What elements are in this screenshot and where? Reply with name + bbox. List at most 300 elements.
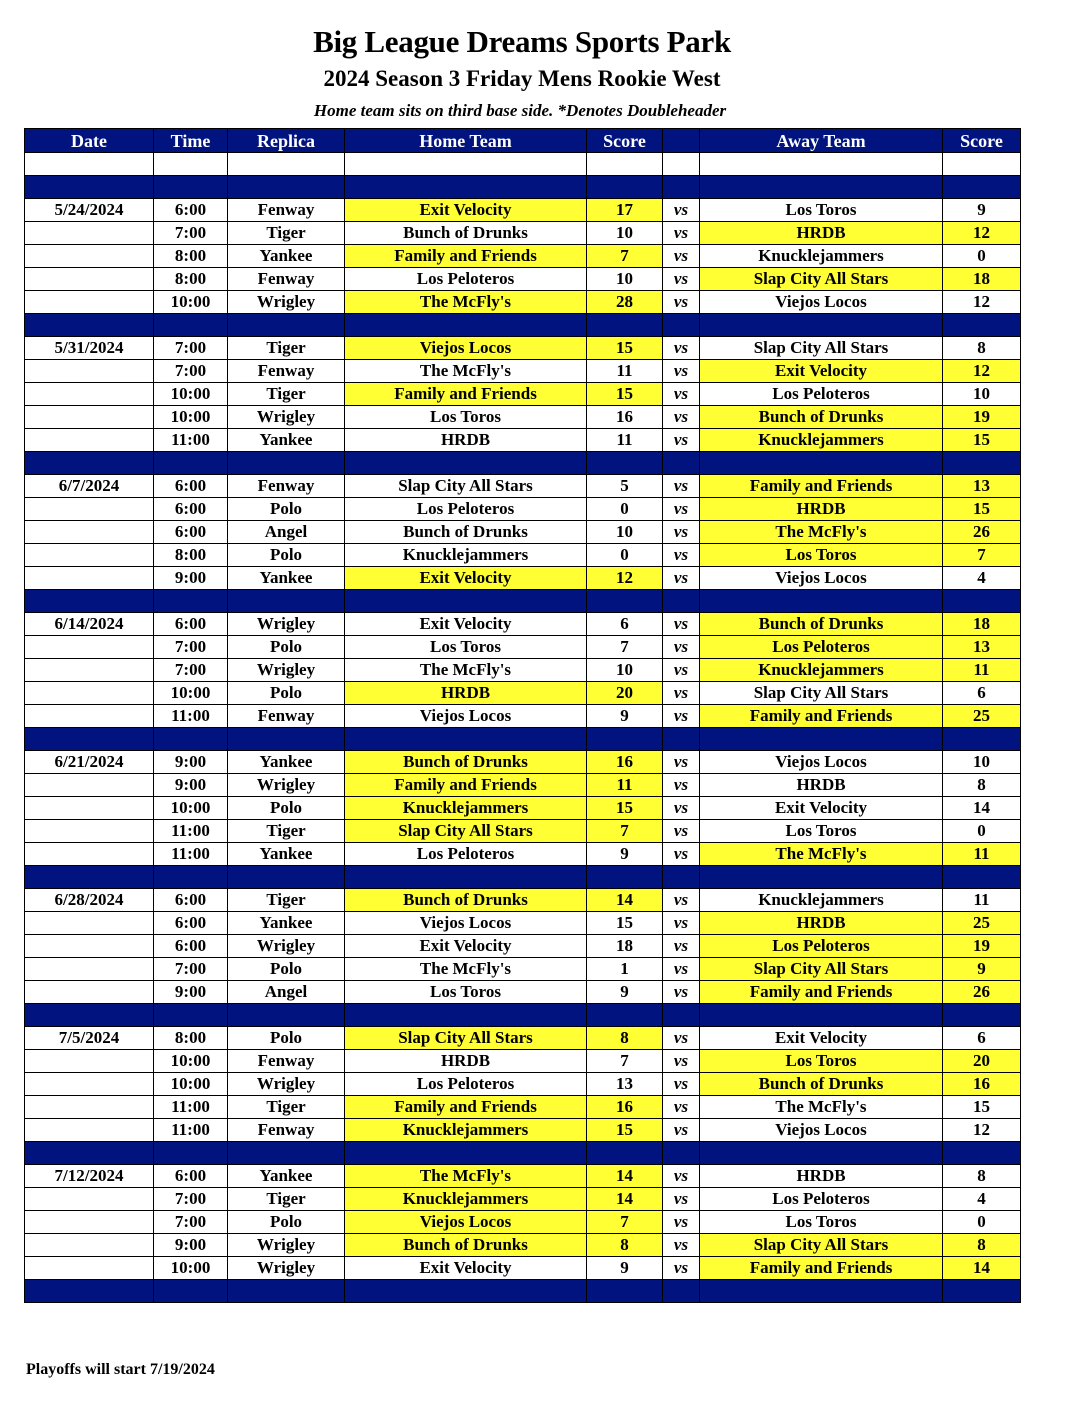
vs-cell: vs: [663, 567, 700, 590]
home-score-cell: 9: [587, 1257, 663, 1280]
time-cell: 8:00: [154, 1027, 228, 1050]
home-team-cell: Knucklejammers: [345, 544, 587, 567]
replica-field-cell: Fenway: [228, 1119, 345, 1142]
replica-field-cell: Yankee: [228, 245, 345, 268]
away-team-cell: Los Peloteros: [700, 636, 943, 659]
week-separator-row: [25, 866, 1021, 889]
vs-cell: vs: [663, 659, 700, 682]
replica-field-cell: Tiger: [228, 889, 345, 912]
separator-cell: [587, 1280, 663, 1303]
home-team-cell: Viejos Locos: [345, 705, 587, 728]
away-team-cell: Exit Velocity: [700, 797, 943, 820]
table-row: [25, 613, 1021, 636]
home-team-cell: Exit Velocity: [345, 199, 587, 222]
week-separator-row: [25, 176, 1021, 199]
separator-cell: [228, 1004, 345, 1027]
vs-cell: vs: [663, 958, 700, 981]
home-team-cell: Knucklejammers: [345, 1188, 587, 1211]
home-team-cell: Family and Friends: [345, 383, 587, 406]
away-team-cell: Family and Friends: [700, 475, 943, 498]
replica-field-cell: Fenway: [228, 705, 345, 728]
separator-cell: [700, 1142, 943, 1165]
time-cell: 10:00: [154, 1050, 228, 1073]
replica-field-cell: Polo: [228, 797, 345, 820]
replica-field-cell: Yankee: [228, 429, 345, 452]
separator-cell: [943, 452, 1021, 475]
replica-field-cell: Polo: [228, 682, 345, 705]
separator-cell: [345, 452, 587, 475]
date-cell: [25, 981, 154, 1004]
separator-cell: [25, 452, 154, 475]
separator-cell: [345, 866, 587, 889]
time-cell: 8:00: [154, 544, 228, 567]
replica-field-cell: Wrigley: [228, 1234, 345, 1257]
away-score-cell: 4: [943, 1188, 1021, 1211]
separator-cell: [663, 1004, 700, 1027]
table-row: [25, 1119, 1021, 1142]
date-cell: [25, 268, 154, 291]
separator-cell: [700, 590, 943, 613]
separator-cell: [154, 1280, 228, 1303]
date-cell: [25, 1050, 154, 1073]
home-score-cell: 28: [587, 291, 663, 314]
away-score-cell: 4: [943, 567, 1021, 590]
separator-cell: [154, 314, 228, 337]
table-row: [25, 843, 1021, 866]
header-replica: Replica: [228, 129, 345, 153]
date-cell: [25, 774, 154, 797]
vs-cell: vs: [663, 291, 700, 314]
home-score-cell: 11: [587, 774, 663, 797]
vs-cell: vs: [663, 1096, 700, 1119]
home-team-cell: Slap City All Stars: [345, 820, 587, 843]
page-title: Big League Dreams Sports Park: [313, 24, 731, 59]
vs-cell: vs: [663, 199, 700, 222]
date-cell: 5/24/2024: [25, 199, 154, 222]
vs-cell: vs: [663, 751, 700, 774]
time-cell: 7:00: [154, 1211, 228, 1234]
away-score-cell: 9: [943, 199, 1021, 222]
separator-cell: [228, 1142, 345, 1165]
home-team-cell: Bunch of Drunks: [345, 521, 587, 544]
replica-field-cell: Yankee: [228, 567, 345, 590]
separator-cell: [25, 866, 154, 889]
separator-cell: [154, 1142, 228, 1165]
date-cell: [25, 843, 154, 866]
time-cell: 6:00: [154, 912, 228, 935]
vs-cell: vs: [663, 521, 700, 544]
away-team-cell: Slap City All Stars: [700, 1234, 943, 1257]
home-score-cell: 7: [587, 636, 663, 659]
replica-field-cell: Fenway: [228, 199, 345, 222]
separator-cell: [25, 728, 154, 751]
home-score-cell: 10: [587, 268, 663, 291]
home-score-cell: 7: [587, 1050, 663, 1073]
away-score-cell: 10: [943, 383, 1021, 406]
time-cell: 7:00: [154, 636, 228, 659]
separator-cell: [943, 590, 1021, 613]
time-cell: 6:00: [154, 475, 228, 498]
time-cell: 11:00: [154, 429, 228, 452]
away-score-cell: 11: [943, 889, 1021, 912]
replica-field-cell: Wrigley: [228, 406, 345, 429]
away-score-cell: 14: [943, 1257, 1021, 1280]
home-team-cell: Los Toros: [345, 636, 587, 659]
away-team-cell: Knucklejammers: [700, 245, 943, 268]
replica-field-cell: Fenway: [228, 360, 345, 383]
time-cell: 6:00: [154, 521, 228, 544]
replica-field-cell: Tiger: [228, 222, 345, 245]
separator-cell: [25, 314, 154, 337]
vs-cell: vs: [663, 1119, 700, 1142]
separator-cell: [943, 866, 1021, 889]
home-team-cell: Knucklejammers: [345, 1119, 587, 1142]
replica-field-cell: Polo: [228, 636, 345, 659]
separator-cell: [228, 866, 345, 889]
home-score-cell: 6: [587, 613, 663, 636]
separator-cell: [663, 314, 700, 337]
time-cell: 6:00: [154, 889, 228, 912]
date-cell: [25, 1257, 154, 1280]
away-team-cell: Los Toros: [700, 820, 943, 843]
header-vs: [663, 129, 700, 153]
vs-cell: vs: [663, 337, 700, 360]
time-cell: 10:00: [154, 682, 228, 705]
separator-cell: [943, 314, 1021, 337]
vs-cell: vs: [663, 1257, 700, 1280]
table-row: [25, 659, 1021, 682]
separator-cell: [587, 314, 663, 337]
blank-cell: [228, 153, 345, 176]
separator-cell: [587, 176, 663, 199]
separator-cell: [700, 866, 943, 889]
time-cell: 7:00: [154, 1188, 228, 1211]
home-team-cell: Los Peloteros: [345, 1073, 587, 1096]
separator-cell: [228, 452, 345, 475]
away-team-cell: Family and Friends: [700, 705, 943, 728]
away-score-cell: 19: [943, 406, 1021, 429]
home-team-cell: Family and Friends: [345, 774, 587, 797]
home-team-cell: Slap City All Stars: [345, 475, 587, 498]
home-score-cell: 9: [587, 705, 663, 728]
away-score-cell: 11: [943, 843, 1021, 866]
away-team-cell: The McFly's: [700, 843, 943, 866]
blank-cell: [587, 153, 663, 176]
time-cell: 7:00: [154, 360, 228, 383]
date-cell: 6/14/2024: [25, 613, 154, 636]
home-score-cell: 14: [587, 1188, 663, 1211]
table-row: [25, 1050, 1021, 1073]
table-row: [25, 245, 1021, 268]
table-row: [25, 981, 1021, 1004]
vs-cell: vs: [663, 383, 700, 406]
table-row: [25, 1165, 1021, 1188]
date-cell: [25, 1119, 154, 1142]
time-cell: 9:00: [154, 774, 228, 797]
away-score-cell: 12: [943, 1119, 1021, 1142]
separator-cell: [663, 452, 700, 475]
away-score-cell: 8: [943, 774, 1021, 797]
vs-cell: vs: [663, 797, 700, 820]
date-cell: [25, 222, 154, 245]
week-separator-row: [25, 590, 1021, 613]
away-team-cell: Slap City All Stars: [700, 682, 943, 705]
away-score-cell: 14: [943, 797, 1021, 820]
table-row: [25, 1188, 1021, 1211]
home-score-cell: 10: [587, 222, 663, 245]
separator-cell: [25, 590, 154, 613]
replica-field-cell: Tiger: [228, 820, 345, 843]
replica-field-cell: Angel: [228, 981, 345, 1004]
separator-cell: [943, 176, 1021, 199]
home-team-cell: The McFly's: [345, 360, 587, 383]
away-team-cell: Viejos Locos: [700, 1119, 943, 1142]
time-cell: 6:00: [154, 935, 228, 958]
time-cell: 10:00: [154, 797, 228, 820]
away-team-cell: Family and Friends: [700, 1257, 943, 1280]
separator-cell: [663, 728, 700, 751]
table-row: [25, 889, 1021, 912]
separator-cell: [154, 176, 228, 199]
vs-cell: vs: [663, 1234, 700, 1257]
home-team-cell: Bunch of Drunks: [345, 889, 587, 912]
separator-cell: [700, 452, 943, 475]
separator-cell: [345, 728, 587, 751]
away-score-cell: 10: [943, 751, 1021, 774]
home-score-cell: 0: [587, 544, 663, 567]
away-score-cell: 16: [943, 1073, 1021, 1096]
home-score-cell: 16: [587, 751, 663, 774]
table-row: [25, 291, 1021, 314]
schedule-note: Home team sits on third base side. *Denotes Doubleheader: [313, 101, 727, 120]
time-cell: 8:00: [154, 268, 228, 291]
date-cell: [25, 912, 154, 935]
separator-cell: [345, 176, 587, 199]
home-team-cell: Viejos Locos: [345, 337, 587, 360]
time-cell: 6:00: [154, 498, 228, 521]
away-score-cell: 15: [943, 429, 1021, 452]
away-team-cell: Viejos Locos: [700, 291, 943, 314]
date-cell: [25, 406, 154, 429]
away-score-cell: 7: [943, 544, 1021, 567]
away-team-cell: Los Toros: [700, 1050, 943, 1073]
date-cell: 5/31/2024: [25, 337, 154, 360]
away-team-cell: Knucklejammers: [700, 889, 943, 912]
home-score-cell: 9: [587, 981, 663, 1004]
date-cell: [25, 383, 154, 406]
date-cell: [25, 958, 154, 981]
date-cell: 7/5/2024: [25, 1027, 154, 1050]
away-score-cell: 15: [943, 498, 1021, 521]
vs-cell: vs: [663, 498, 700, 521]
separator-cell: [663, 176, 700, 199]
header-home-score: Score: [587, 129, 663, 153]
time-cell: 7:00: [154, 337, 228, 360]
separator-cell: [228, 314, 345, 337]
week-separator-row: [25, 728, 1021, 751]
table-row: [25, 958, 1021, 981]
blank-cell: [943, 153, 1021, 176]
playoffs-note: Playoffs will start 7/19/2024: [26, 1361, 215, 1378]
away-team-cell: Family and Friends: [700, 981, 943, 1004]
separator-cell: [345, 1004, 587, 1027]
vs-cell: vs: [663, 981, 700, 1004]
date-cell: [25, 636, 154, 659]
home-team-cell: The McFly's: [345, 659, 587, 682]
away-score-cell: 6: [943, 1027, 1021, 1050]
away-team-cell: Slap City All Stars: [700, 958, 943, 981]
home-team-cell: Knucklejammers: [345, 797, 587, 820]
table-row: [25, 1234, 1021, 1257]
time-cell: 10:00: [154, 383, 228, 406]
away-score-cell: 20: [943, 1050, 1021, 1073]
home-score-cell: 11: [587, 360, 663, 383]
vs-cell: vs: [663, 935, 700, 958]
replica-field-cell: Yankee: [228, 751, 345, 774]
replica-field-cell: Polo: [228, 498, 345, 521]
header-away-score: Score: [943, 129, 1021, 153]
separator-cell: [700, 176, 943, 199]
separator-cell: [228, 590, 345, 613]
time-cell: 10:00: [154, 1073, 228, 1096]
separator-cell: [25, 1142, 154, 1165]
separator-cell: [663, 590, 700, 613]
time-cell: 11:00: [154, 705, 228, 728]
away-score-cell: 19: [943, 935, 1021, 958]
away-team-cell: HRDB: [700, 498, 943, 521]
separator-cell: [663, 1280, 700, 1303]
table-row: [25, 682, 1021, 705]
date-cell: [25, 1188, 154, 1211]
separator-cell: [587, 866, 663, 889]
replica-field-cell: Angel: [228, 521, 345, 544]
table-row: [25, 1211, 1021, 1234]
away-score-cell: 18: [943, 268, 1021, 291]
away-score-cell: 8: [943, 337, 1021, 360]
replica-field-cell: Polo: [228, 544, 345, 567]
home-team-cell: Exit Velocity: [345, 1257, 587, 1280]
table-row: [25, 475, 1021, 498]
time-cell: 9:00: [154, 751, 228, 774]
date-cell: [25, 544, 154, 567]
replica-field-cell: Polo: [228, 1027, 345, 1050]
home-score-cell: 14: [587, 1165, 663, 1188]
home-team-cell: Exit Velocity: [345, 567, 587, 590]
away-team-cell: Bunch of Drunks: [700, 406, 943, 429]
separator-cell: [943, 1004, 1021, 1027]
home-team-cell: The McFly's: [345, 958, 587, 981]
blank-cell: [154, 153, 228, 176]
schedule-body: [25, 153, 1021, 1303]
table-row: [25, 751, 1021, 774]
time-cell: 11:00: [154, 1096, 228, 1119]
away-score-cell: 0: [943, 245, 1021, 268]
away-team-cell: HRDB: [700, 222, 943, 245]
home-team-cell: Los Peloteros: [345, 843, 587, 866]
separator-cell: [154, 728, 228, 751]
away-team-cell: Exit Velocity: [700, 1027, 943, 1050]
home-score-cell: 0: [587, 498, 663, 521]
date-cell: 6/21/2024: [25, 751, 154, 774]
table-row: [25, 1096, 1021, 1119]
time-cell: 7:00: [154, 222, 228, 245]
separator-cell: [587, 728, 663, 751]
vs-cell: vs: [663, 429, 700, 452]
replica-field-cell: Yankee: [228, 843, 345, 866]
separator-cell: [345, 1142, 587, 1165]
away-team-cell: Los Peloteros: [700, 1188, 943, 1211]
replica-field-cell: Fenway: [228, 268, 345, 291]
home-score-cell: 17: [587, 199, 663, 222]
away-team-cell: Knucklejammers: [700, 429, 943, 452]
replica-field-cell: Wrigley: [228, 935, 345, 958]
home-team-cell: Exit Velocity: [345, 935, 587, 958]
header-row: [25, 129, 1021, 153]
vs-cell: vs: [663, 774, 700, 797]
separator-cell: [154, 1004, 228, 1027]
replica-field-cell: Tiger: [228, 337, 345, 360]
week-separator-row: [25, 452, 1021, 475]
date-cell: [25, 820, 154, 843]
away-score-cell: 12: [943, 291, 1021, 314]
replica-field-cell: Fenway: [228, 475, 345, 498]
home-team-cell: HRDB: [345, 429, 587, 452]
date-cell: [25, 659, 154, 682]
separator-cell: [587, 1004, 663, 1027]
home-team-cell: Family and Friends: [345, 1096, 587, 1119]
separator-cell: [700, 1280, 943, 1303]
away-team-cell: Knucklejammers: [700, 659, 943, 682]
away-team-cell: The McFly's: [700, 1096, 943, 1119]
table-row: [25, 636, 1021, 659]
home-team-cell: Los Peloteros: [345, 498, 587, 521]
separator-cell: [943, 728, 1021, 751]
date-cell: [25, 498, 154, 521]
separator-cell: [943, 1142, 1021, 1165]
away-score-cell: 13: [943, 475, 1021, 498]
home-team-cell: Bunch of Drunks: [345, 222, 587, 245]
date-cell: [25, 1211, 154, 1234]
vs-cell: vs: [663, 1073, 700, 1096]
away-team-cell: Bunch of Drunks: [700, 613, 943, 636]
page-subtitle: 2024 Season 3 Friday Mens Rookie West: [323, 66, 721, 91]
replica-field-cell: Fenway: [228, 1050, 345, 1073]
replica-field-cell: Tiger: [228, 1096, 345, 1119]
home-team-cell: Exit Velocity: [345, 613, 587, 636]
table-row: [25, 521, 1021, 544]
replica-field-cell: Tiger: [228, 1188, 345, 1211]
table-row: [25, 1073, 1021, 1096]
home-score-cell: 9: [587, 843, 663, 866]
date-cell: [25, 682, 154, 705]
table-row: [25, 820, 1021, 843]
replica-field-cell: Wrigley: [228, 1257, 345, 1280]
date-cell: [25, 1073, 154, 1096]
away-team-cell: Los Toros: [700, 199, 943, 222]
separator-cell: [700, 314, 943, 337]
table-row: [25, 567, 1021, 590]
time-cell: 6:00: [154, 1165, 228, 1188]
vs-cell: vs: [663, 1165, 700, 1188]
home-score-cell: 15: [587, 337, 663, 360]
home-team-cell: Viejos Locos: [345, 1211, 587, 1234]
home-score-cell: 7: [587, 1211, 663, 1234]
away-score-cell: 26: [943, 521, 1021, 544]
blank-cell: [345, 153, 587, 176]
table-row: [25, 199, 1021, 222]
replica-field-cell: Yankee: [228, 1165, 345, 1188]
away-score-cell: 12: [943, 360, 1021, 383]
